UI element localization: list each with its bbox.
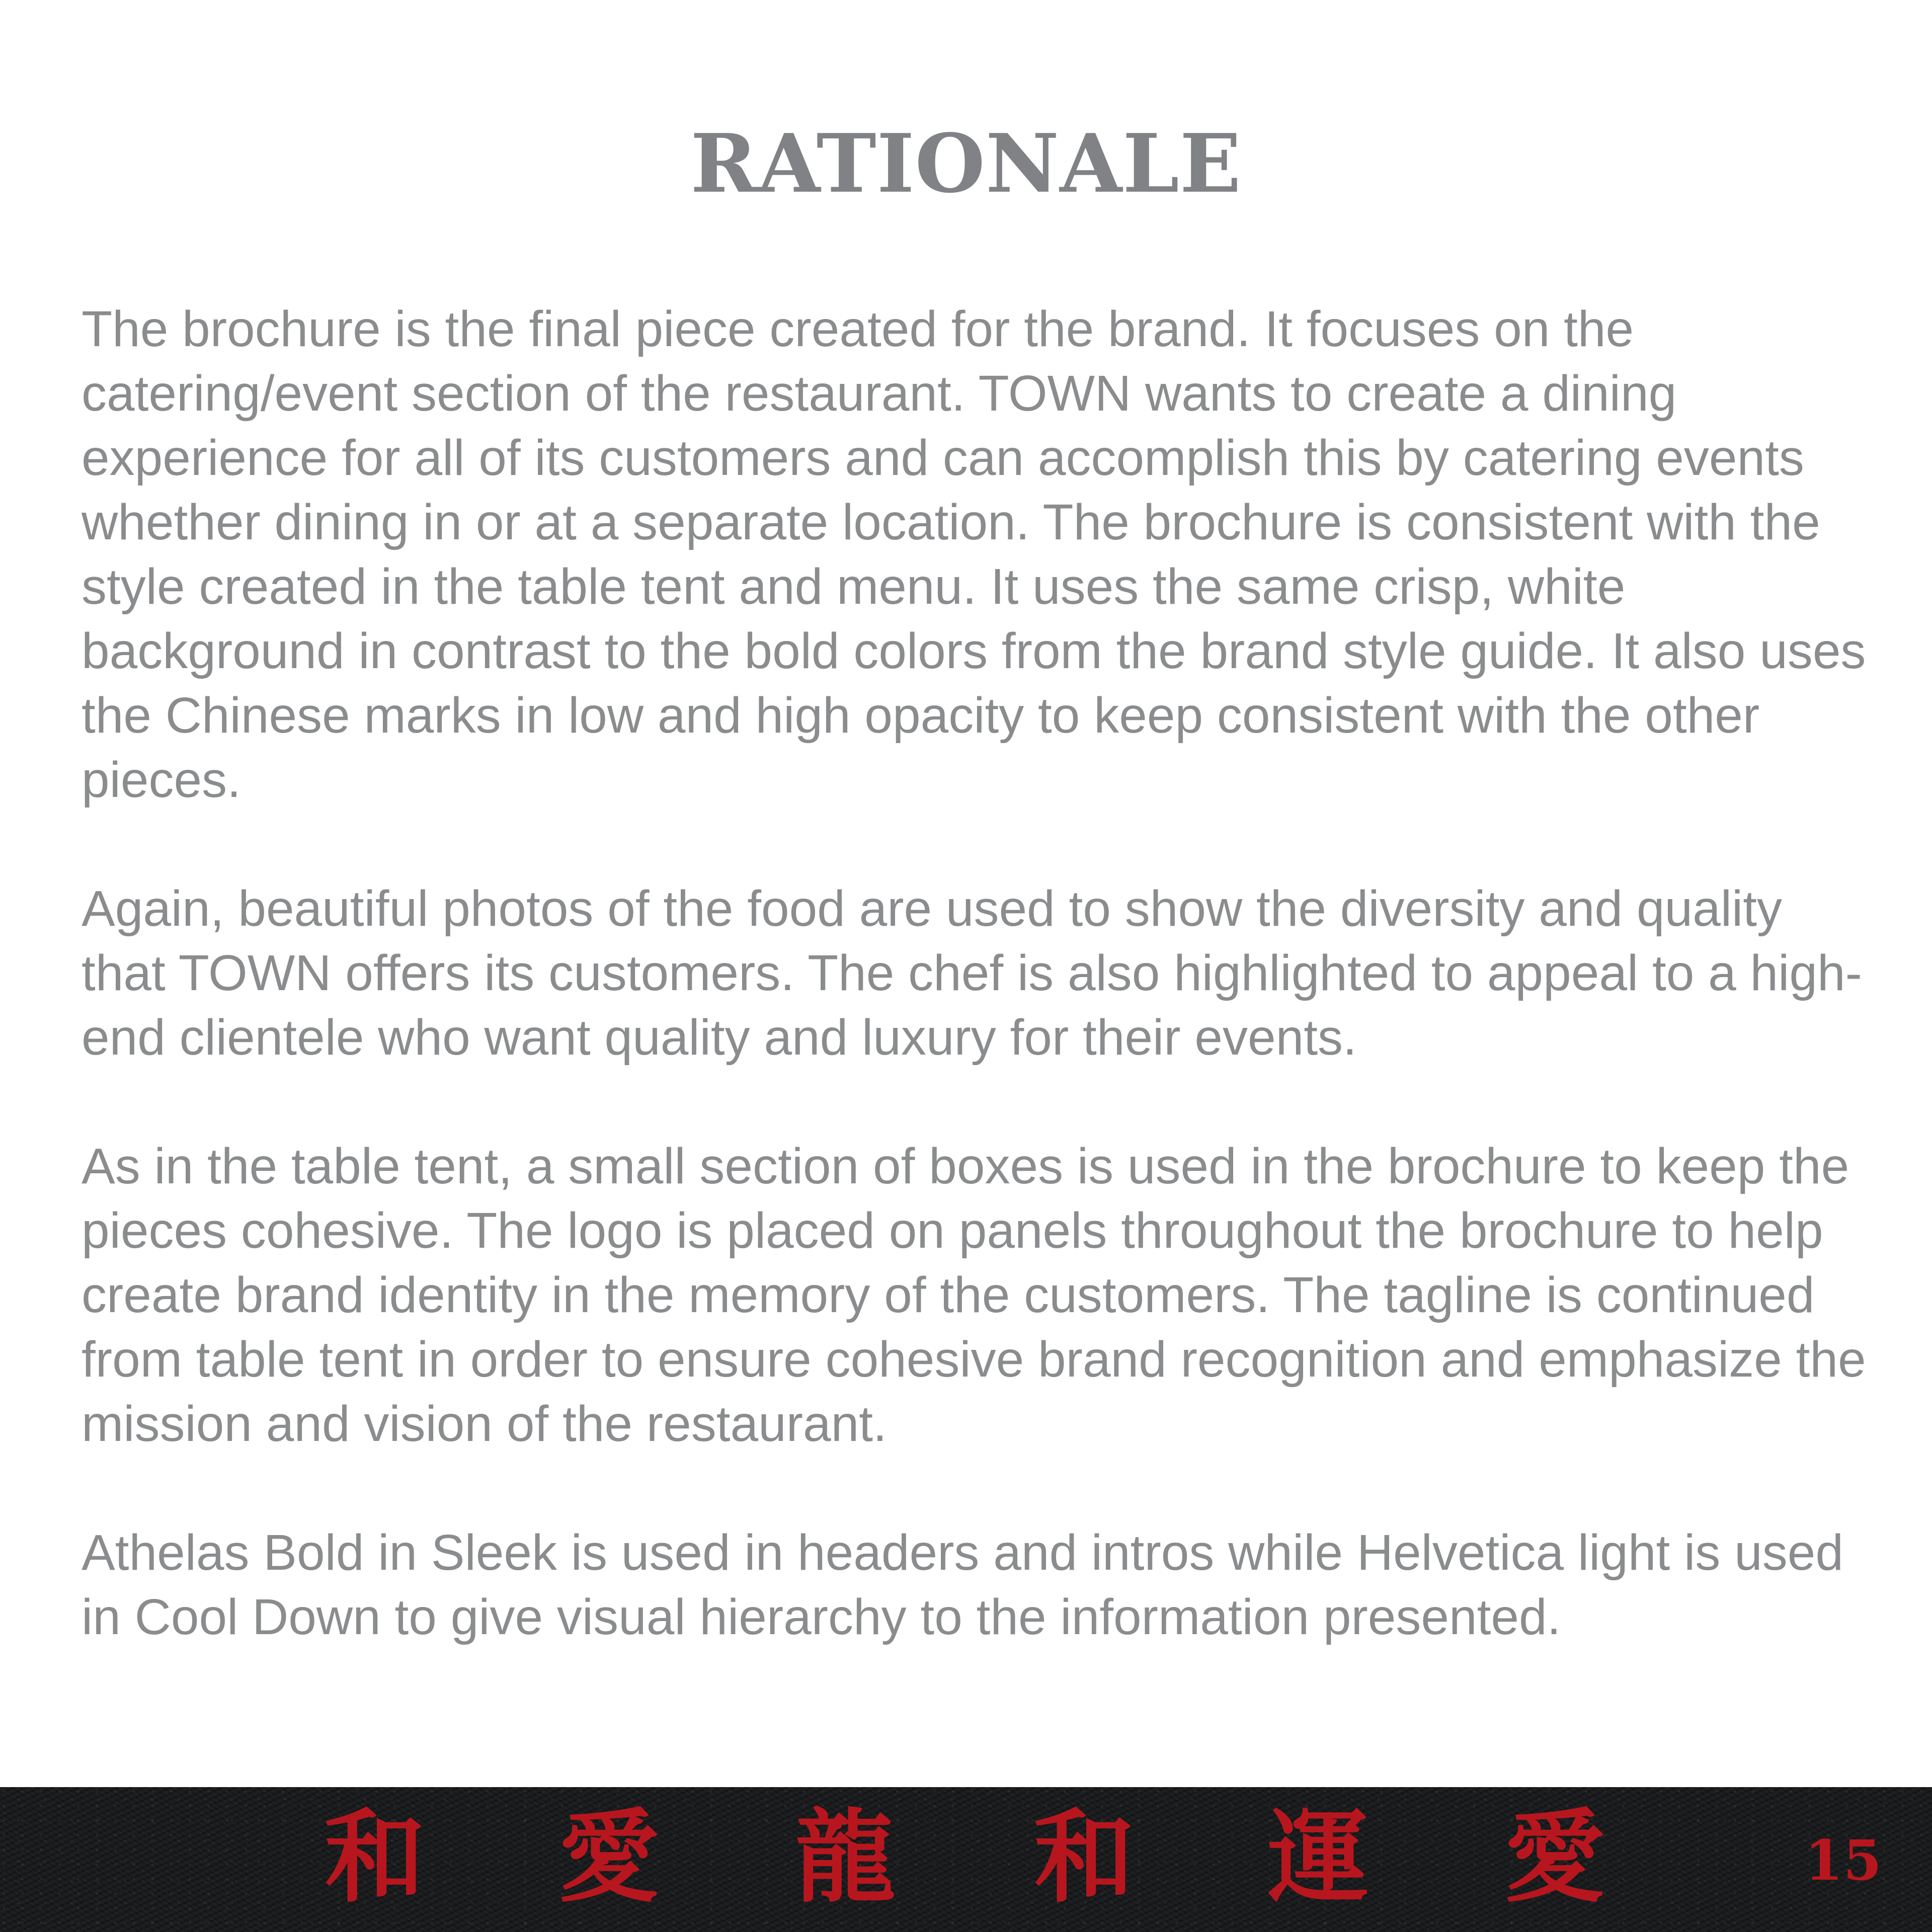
chinese-mark-love: 愛 — [558, 1798, 660, 1916]
rationale-body — [82, 297, 1873, 1649]
paragraph-1: The brochure is the final piece created for the brand. It focuses on the catering/event section of the restaurant. TOWN wants to create a dining experience for all of its customers and can accomplish this by catering events whether dining in or at a separate location. The brochure is consistent with the style created in the table tent and menu. It uses the same crisp, white background in contrast to the bold colors from the brand style guide. It also uses the Chinese marks in low and high opacity to keep consistent with the other pieces. — [82, 301, 1866, 808]
chinese-mark-harmony: 和 — [324, 1798, 426, 1916]
page-number: 15 — [1804, 1828, 1882, 1893]
chinese-mark-dragon: 龍 — [794, 1798, 896, 1916]
chinese-mark-luck: 運 — [1267, 1798, 1369, 1916]
page-title: RATIONALE — [690, 116, 1242, 211]
chinese-mark-harmony: 和 — [1033, 1798, 1135, 1916]
footer-band — [0, 1787, 1932, 1932]
paragraph-2: Again, beautiful photos of the food are used to show the diversity and quality that TOWN offers its customers. The chef is also highlighted to appeal to a high-end clientele who want quality and luxury for their events. — [82, 880, 1862, 1066]
paragraph-3: As in the table tent, a small section of boxes is used in the brochure to keep the pieces cohesive. The logo is placed on panels throughout the brochure to help create brand identity in the memory of the customers. The tagline is continued from table tent in order to ensure cohesive brand recognition and emphasize the mission and vision of the restaurant. — [82, 1138, 1866, 1452]
chinese-mark-love: 愛 — [1504, 1798, 1605, 1916]
paragraph-4: Athelas Bold in Sleek is used in headers and intros while Helvetica light is used in Cool Down to give visual hierarchy to the information presented. — [82, 1524, 1843, 1645]
